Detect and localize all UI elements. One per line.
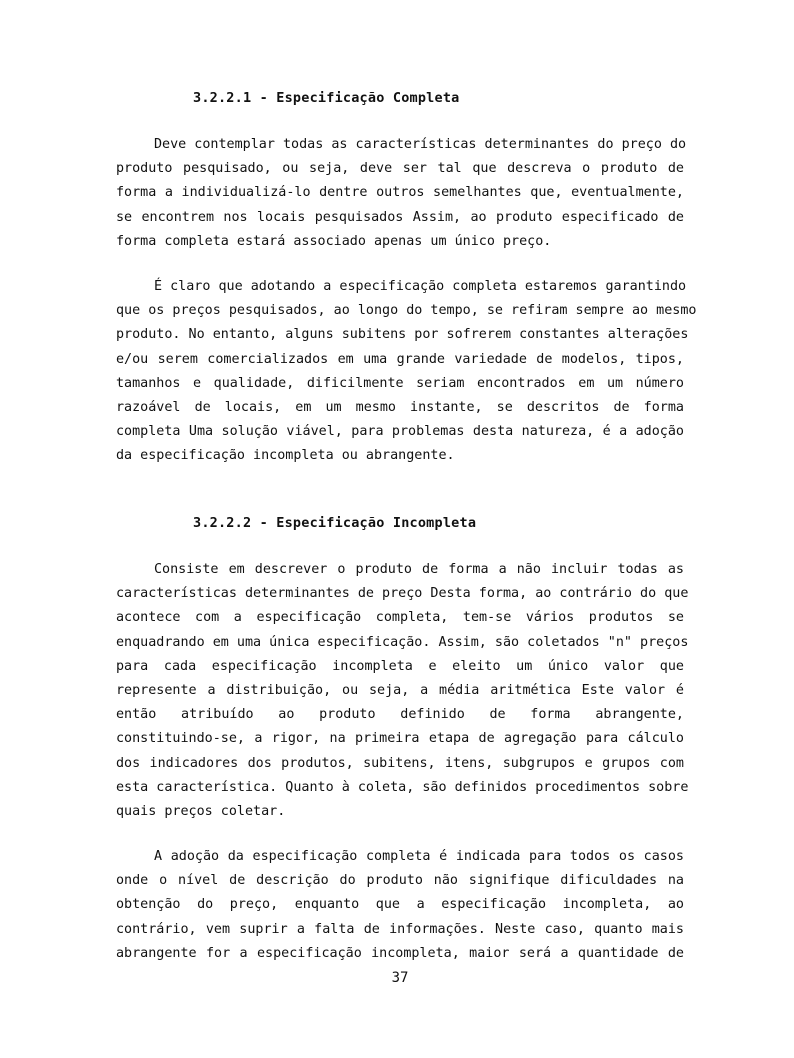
text-line: abrangente for a especificação incompleta, maior será a quantidade de [116,945,684,961]
text-line: enquadrando em uma única especificação. Assim, são coletados "n" preços [116,634,689,650]
text-line: constituindo-se, a rigor, na primeira etapa de agregação para cálculo [116,731,684,747]
text-line: Consiste em descrever o produto de forma a não incluir todas as [154,562,684,577]
paragraph-3 [116,558,689,824]
page-number-text: 37 [391,970,409,986]
text-line: onde o nível de descrição do produto não signifique dificuldades na [116,873,684,889]
page-number [0,970,794,986]
text-line: razoável de locais, em um mesmo instante, se descritos de forma [116,399,684,415]
text-line: que os preços pesquisados, ao longo do tempo, se refiram sempre ao mesmo [116,303,697,319]
text-line: contrário, vem suprir a falta de informações. Neste caso, quanto mais [116,921,684,937]
text-line: se encontrem nos locais pesquisados Assim, ao produto especificado de [116,209,684,225]
text-line: forma a individualizá-lo dentre outros semelhantes que, eventualmente, [116,185,684,201]
paragraph-1 [116,133,687,254]
text-line: esta característica. Quanto à coleta, são definidos procedimentos sobre [116,779,689,795]
text-line: produto. No entanto, alguns subitens por sofrerem constantes alterações [116,327,689,343]
text-line: dos indicadores dos produtos, subitens, itens, subgrupos e grupos com [116,755,684,771]
text-line: É claro que adotando a especificação completa estaremos garantindo [154,279,687,294]
text-line: produto pesquisado, ou seja, deve ser tal que descreva o produto de [116,161,684,177]
text-line: para cada especificação incompleta e eleito um único valor que [116,658,684,674]
text-line: completa Uma solução viável, para problemas desta natureza, é a adoção [116,424,684,440]
section-heading-especificacao-incompleta: 3.2.2.2 - Especificação Incompleta [193,515,477,531]
text-line: tamanhos e qualidade, dificilmente seriam encontrados em um número [116,375,684,391]
text-line: características determinantes de preço Desta forma, ao contrário do que [116,586,689,602]
text-line: represente a distribuição, ou seja, a média aritmética Este valor é [116,682,684,698]
text-line: quais preços coletar. [116,803,286,819]
text-line: A adoção da especificação completa é indicada para todos os casos [154,849,684,864]
text-line: então atribuído ao produto definido de forma abrangente, [116,707,684,723]
text-line: acontece com a especificação completa, tem-se vários produtos se [116,610,684,626]
text-line: obtenção do preço, enquanto que a especificação incompleta, ao [116,897,684,913]
section-heading-especificacao-completa: 3.2.2.1 - Especificação Completa [193,90,460,106]
text-line: da especificação incompleta ou abrangente. [116,448,455,464]
text-line: forma completa estará associado apenas um único preço. [116,233,552,249]
paragraph-4 [116,845,684,966]
paragraph-2 [116,275,697,469]
text-line: Deve contemplar todas as características determinantes do preço do [154,137,687,152]
text-line: e/ou serem comercializados em uma grande variedade de modelos, tipos, [116,351,684,367]
